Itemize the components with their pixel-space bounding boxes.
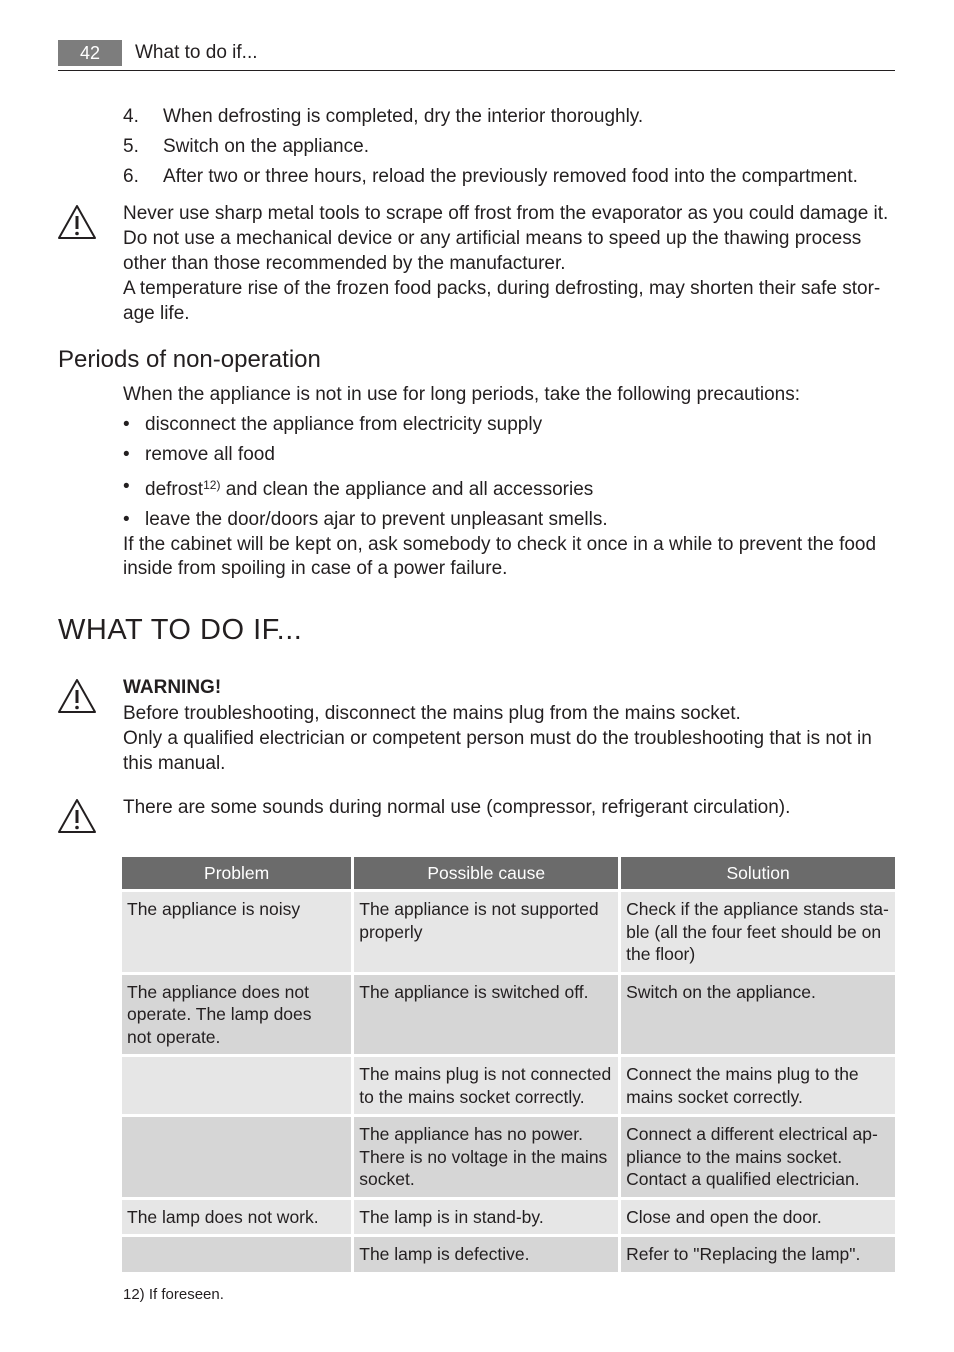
page-title: WHAT TO DO IF... (58, 614, 303, 646)
step-number: 5. (123, 136, 139, 157)
cell-line: The mains plug is not connected (359, 1064, 612, 1084)
cell-line: Close and open the door. (626, 1206, 822, 1227)
warning-line: this manual. (123, 753, 226, 774)
cause-cell (351, 975, 618, 1058)
step-number: 4. (123, 106, 139, 127)
column-header-problem: Problem (122, 857, 351, 892)
cell-line: The appliance is noisy (127, 899, 301, 919)
cell-line: The appliance has no power. (359, 1124, 584, 1144)
caution-line: other than those recommended by the manufacturer. (123, 253, 566, 274)
cell-line: Connect the mains plug to the (626, 1064, 859, 1084)
cell-line: socket. (359, 1169, 415, 1189)
cell-line: There is no voltage in the mains (359, 1146, 608, 1167)
solution-cell (618, 975, 895, 1058)
warning-title: WARNING! (123, 677, 222, 698)
cell-line: properly (359, 921, 423, 942)
cell-line: Connect a different electrical ap- (626, 1124, 878, 1144)
cell-line: The appliance does not (127, 981, 309, 1002)
bullet-icon: • (123, 476, 130, 497)
non-operation-note-line: If the cabinet will be kept on, ask somebody to check it once in a while to prevent the food (123, 534, 877, 555)
caution-line: Never use sharp metal tools to scrape off frost from the evaporator as you could damage it. (123, 203, 889, 224)
problem-cell (122, 1237, 351, 1275)
cell-line: operate. The lamp does (127, 1004, 312, 1024)
bullet-icon: • (123, 414, 130, 435)
sounds-note: There are some sounds during normal use (compressor, refrigerant circulation). (123, 797, 791, 818)
problem-cell (122, 1200, 351, 1238)
cell-line: mains socket correctly. (626, 1086, 803, 1107)
cause-cell (351, 1237, 618, 1275)
caution-line: Do not use a mechanical device or any artificial means to speed up the thawing process (123, 228, 862, 249)
column-header-cause: Possible cause (351, 857, 618, 892)
step-text: Switch on the appliance. (163, 136, 369, 157)
problem-cell (122, 975, 351, 1058)
solution-cell (618, 892, 895, 975)
list-item: remove all food (145, 444, 275, 465)
cause-cell (351, 1057, 618, 1117)
cause-cell (351, 1117, 618, 1200)
footnote-ref: 12) (203, 478, 221, 492)
solution-cell (618, 1057, 895, 1117)
cell-line: Check if the appliance stands sta- (626, 899, 889, 919)
solution-cell (618, 1200, 895, 1238)
cell-line: Refer to "Replacing the lamp". (626, 1244, 861, 1264)
caution-line: age life. (123, 303, 190, 324)
footnote: 12) If foreseen. (123, 1286, 224, 1303)
cell-line: The appliance is not supported (359, 899, 599, 919)
cell-line: Switch on the appliance. (626, 981, 816, 1002)
cell-line: to the mains socket correctly. (359, 1086, 585, 1107)
cause-cell (351, 892, 618, 975)
cell-line: not operate. (127, 1026, 221, 1047)
column-header-solution: Solution (618, 857, 895, 892)
caution-line: A temperature rise of the frozen food packs, during defrosting, may shorten their safe stor- (123, 278, 881, 299)
warning-line: Only a qualified electrician or competent person must do the troubleshooting that is not in (123, 728, 872, 749)
troubleshooting-table (122, 857, 895, 1275)
cell-line: the floor) (626, 944, 696, 964)
step-text: After two or three hours, reload the previously removed food into the compartment. (163, 166, 858, 187)
problem-cell (122, 1117, 351, 1200)
table-row (122, 975, 895, 1058)
non-operation-note-line: inside from spoiling in case of a power failure. (123, 558, 508, 579)
section-heading: Periods of non-operation (58, 346, 321, 373)
cell-line: The lamp is defective. (359, 1244, 530, 1264)
list-item-lead: defrost (145, 479, 204, 500)
running-title: What to do if... (135, 42, 258, 63)
solution-cell (618, 1117, 895, 1200)
table-row (122, 1117, 895, 1200)
cell-line: The lamp does not work. (127, 1206, 319, 1227)
header-rule (58, 70, 895, 71)
warning-triangle-icon (57, 798, 97, 834)
problem-cell (122, 1057, 351, 1117)
bullet-icon: • (123, 444, 130, 465)
list-item-rest: and clean the appliance and all accessories (220, 479, 594, 500)
list-item: leave the door/doors ajar to prevent unpleasant smells. (145, 509, 608, 530)
solution-cell (618, 1237, 895, 1275)
table-row (122, 1237, 895, 1275)
table-header-row (122, 857, 895, 892)
cell-line: The lamp is in stand-by. (359, 1206, 544, 1227)
list-item (145, 477, 593, 502)
list-item: disconnect the appliance from electricity supply (145, 414, 543, 435)
step-number: 6. (123, 166, 139, 187)
table-row (122, 1200, 895, 1238)
cause-cell (351, 1200, 618, 1238)
warning-triangle-icon (57, 678, 97, 714)
bullet-icon: • (123, 509, 130, 530)
non-operation-intro: When the appliance is not in use for long periods, take the following precautions: (123, 384, 801, 405)
cell-line: ble (all the four feet should be on (626, 921, 882, 942)
step-text: When defrosting is completed, dry the interior thoroughly. (163, 106, 644, 127)
table-row (122, 1057, 895, 1117)
table-row (122, 892, 895, 975)
page-number: 42 (58, 40, 122, 66)
warning-line: Before troubleshooting, disconnect the mains plug from the mains socket. (123, 703, 741, 724)
cell-line: Contact a qualified electrician. (626, 1169, 860, 1189)
cell-line: The appliance is switched off. (359, 981, 589, 1002)
cell-line: pliance to the mains socket. (626, 1146, 843, 1167)
problem-cell (122, 892, 351, 975)
warning-triangle-icon (57, 204, 97, 240)
